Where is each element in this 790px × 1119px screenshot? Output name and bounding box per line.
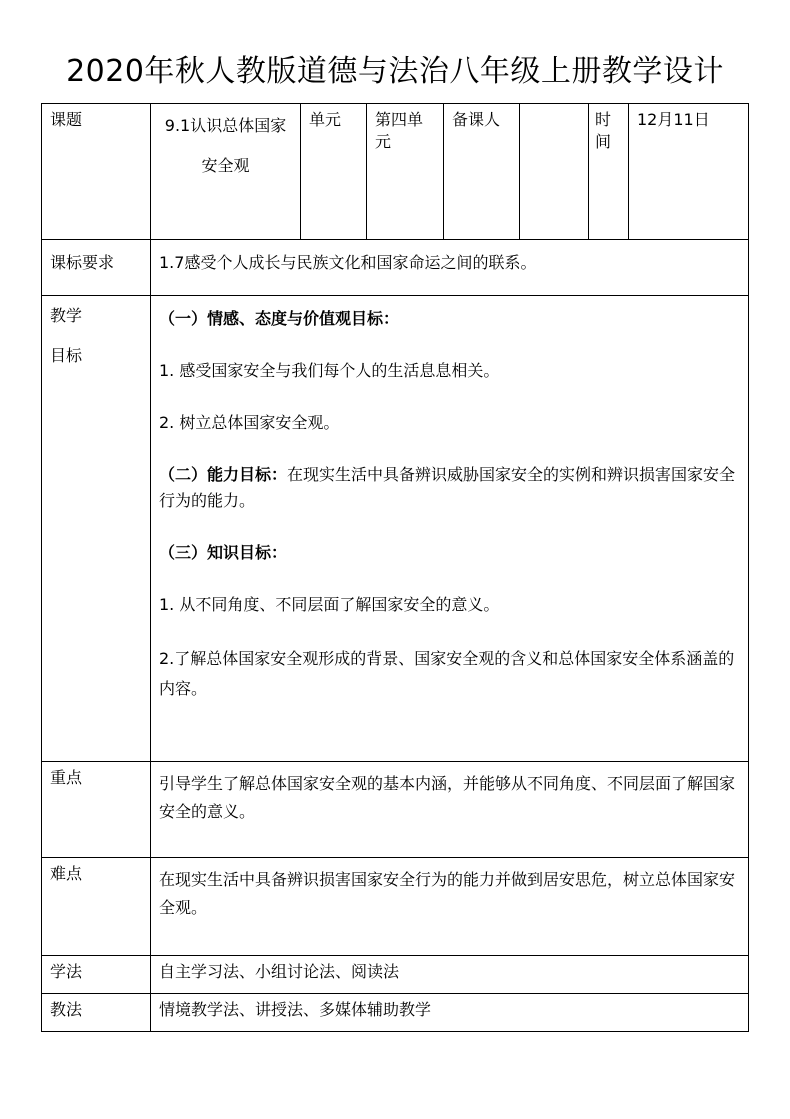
objective-section1-title: （一）情感、态度与价值观目标：: [159, 309, 400, 328]
topic-value: 9.1认识总体国家安全观: [164, 116, 287, 175]
key-points-value-cell: [151, 762, 749, 858]
difficulties-value: 在现实生活中具备辨识损害国家安全行为的能力并做到居安思危，树立总体国家安全观。: [159, 870, 736, 917]
document-title: 2020年秋人教版道德与法治八年级上册教学设计: [66, 54, 724, 89]
objectives-row: [42, 296, 749, 762]
curriculum-label: 课标要求: [50, 253, 115, 272]
difficulties-label: 难点: [50, 864, 83, 883]
objective-section2-text: 在现实生活中具备辨识威胁国家安全的实例和辨识损害国家安全行为的能力。: [159, 465, 736, 510]
teaching-methods-value: 情境教学法、讲授法、多媒体辅助教学: [159, 1000, 432, 1019]
preparer-value-cell: [520, 104, 589, 240]
preparer-value: [520, 104, 588, 109]
objectives-value-cell: [151, 296, 749, 762]
key-points-label: 重点: [50, 768, 83, 787]
teaching-methods-label-cell: [42, 994, 151, 1032]
learning-methods-value-cell: [151, 956, 749, 994]
teaching-methods-row: [42, 994, 749, 1032]
time-value-cell: [629, 104, 749, 240]
unit-label: 单元: [309, 110, 342, 129]
objective-section3-title: （三）知识目标：: [159, 543, 288, 562]
learning-methods-label-cell: [42, 956, 151, 994]
lesson-plan-table: [41, 103, 749, 1032]
curriculum-value-cell: [151, 240, 749, 296]
curriculum-row: [42, 240, 749, 296]
time-label-cell: [589, 104, 629, 240]
teaching-methods-label: 教法: [50, 1000, 83, 1019]
preparer-label: 备课人: [452, 110, 501, 129]
learning-methods-value: 自主学习法、小组讨论法、阅读法: [159, 962, 400, 981]
objective-section3-item2: 2.了解总体国家安全观形成的背景、国家安全观的含义和总体国家安全体系涵盖的内容。: [159, 649, 735, 698]
learning-methods-row: [42, 956, 749, 994]
curriculum-value: 1.7感受个人成长与民族文化和国家命运之间的联系。: [159, 253, 537, 272]
curriculum-label-cell: [42, 240, 151, 296]
teaching-methods-value-cell: [151, 994, 749, 1032]
time-label: 时间: [595, 110, 612, 151]
unit-value-cell: [367, 104, 444, 240]
objective-section1-item1: 1. 感受国家安全与我们每个人的生活息息相关。: [159, 361, 500, 380]
objectives-label-cell: [42, 296, 151, 762]
learning-methods-label: 学法: [50, 962, 83, 981]
key-points-value: 引导学生了解总体国家安全观的基本内涵，并能够从不同角度、不同层面了解国家安全的意义。: [159, 774, 736, 821]
topic-label-cell: [42, 104, 151, 240]
key-points-label-cell: [42, 762, 151, 858]
topic-value-cell: [151, 104, 301, 240]
objectives-label-line2: 目标: [50, 346, 83, 365]
key-points-row: [42, 762, 749, 858]
objective-section1-item2: 2. 树立总体国家安全观。: [159, 413, 340, 432]
difficulties-value-cell: [151, 858, 749, 956]
objectives-label-line1: 教学: [50, 306, 83, 325]
unit-value: 第四单元: [375, 110, 424, 151]
header-row: [42, 104, 749, 240]
difficulties-label-cell: [42, 858, 151, 956]
difficulties-row: [42, 858, 749, 956]
preparer-label-cell: [444, 104, 520, 240]
time-value: 12月11日: [637, 110, 710, 129]
objective-section3-item1: 1. 从不同角度、不同层面了解国家安全的意义。: [159, 595, 500, 614]
unit-label-cell: [301, 104, 367, 240]
objective-section2-title: （二）能力目标：: [159, 465, 288, 484]
topic-label: 课题: [50, 110, 83, 129]
